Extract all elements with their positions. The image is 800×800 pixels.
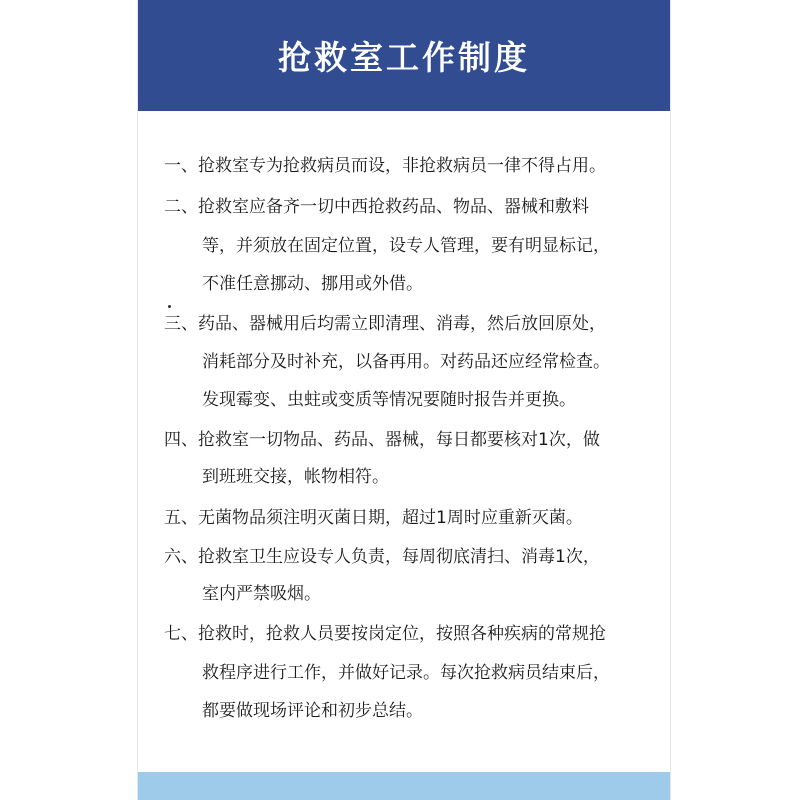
rule-4-line-2: 到班班交接，帐物相符。 xyxy=(202,467,389,487)
rule-3-line-2: 消耗部分及时补充，以备再用。对药品还应经常检查。 xyxy=(202,352,610,372)
rules-sign xyxy=(137,0,671,800)
rule-5-line-1: 五、无菌物品须注明灭菌日期，超过1周时应重新灭菌。 xyxy=(164,508,583,528)
rule-2-line-2: 等，并须放在固定位置，设专人管理，要有明显标记， xyxy=(202,236,610,256)
rule-2-line-3: 不准任意挪动、挪用或外借。 xyxy=(202,274,423,294)
rule-7-line-3: 都要做现场评论和初步总结。 xyxy=(202,701,423,721)
stray-dot xyxy=(168,305,171,308)
rule-7-line-1: 七、抢救时，抢救人员要按岗定位，按照各种疾病的常规抢 xyxy=(164,624,606,644)
rule-3-line-1: 三、药品、器械用后均需立即清理、消毒，然后放回原处， xyxy=(164,314,606,334)
rule-2-line-1: 二、抢救室应备齐一切中西抢救药品、物品、器械和敷料 xyxy=(164,197,589,217)
rule-4-line-1: 四、抢救室一切物品、药品、器械，每日都要核对1次，做 xyxy=(164,430,600,450)
sign-title: 抢救室工作制度 xyxy=(278,38,530,77)
rules-list xyxy=(138,0,670,760)
rule-7-line-2: 救程序进行工作，并做好记录。每次抢救病员结束后， xyxy=(202,663,610,683)
sign-footer-band xyxy=(138,772,670,800)
rule-3-line-3: 发现霉变、虫蛀或变质等情况要随时报告并更换。 xyxy=(202,390,576,410)
rule-6-line-2: 室内严禁吸烟。 xyxy=(202,584,321,604)
rule-6-line-1: 六、抢救室卫生应设专人负责，每周彻底清扫、消毒1次， xyxy=(164,547,600,567)
rule-1-line-1: 一、抢救室专为抢救病员而设，非抢救病员一律不得占用。 xyxy=(164,156,606,176)
